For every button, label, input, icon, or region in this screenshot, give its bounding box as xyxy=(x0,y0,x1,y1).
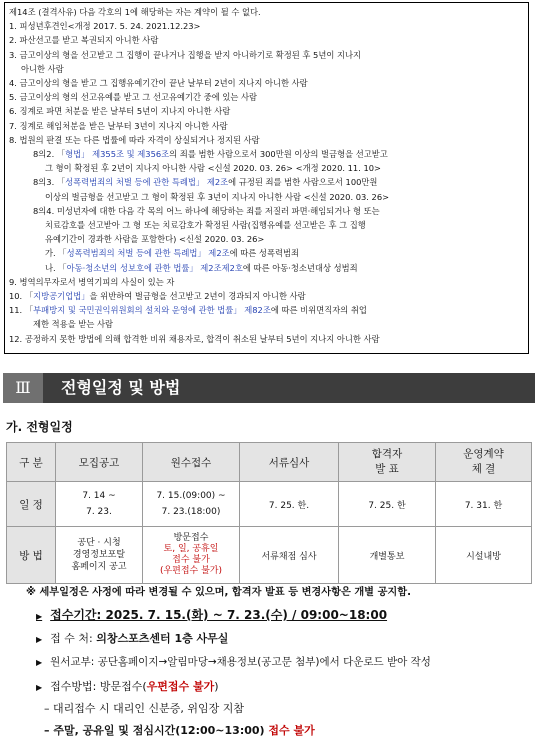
item-8-4-b xyxy=(9,261,524,275)
item-11 xyxy=(9,303,524,317)
triangle-bullet-icon: ▶ xyxy=(36,658,43,667)
item-8-4-a-prefix: 가. 「 xyxy=(45,248,67,259)
law-link-sexual-crime[interactable]: 성폭력범죄의 처벌 등에 관한 특례법」 제2조 xyxy=(65,177,229,188)
section-header xyxy=(3,373,535,403)
docs-text: 원서교부: 공단홈페이지→알림마당→채용정보(공고문 첨부)에서 다운로드 받아 작성 xyxy=(50,656,431,668)
subsection-title: 가. 전형일정 xyxy=(6,420,73,434)
law-link-youth-protection[interactable]: 아동·청소년의 성보호에 관한 법률」 제2조제2호 xyxy=(66,262,243,273)
item-8-3-cont: 이상의 벌금형을 선고받고 그 형이 확정된 후 3년이 지나지 아니한 사람 <신설 2020. 03. 26> xyxy=(45,191,390,202)
header-contract: 운영계약 체 결 xyxy=(436,443,532,482)
schedule-table xyxy=(6,442,532,584)
disqualification-box xyxy=(4,2,529,354)
triangle-bullet-icon: ▶ xyxy=(36,683,43,692)
header-notice: 모집공고 xyxy=(56,443,143,482)
method-restriction: 우편접수 불가 xyxy=(146,680,215,693)
item-12: 12. 공정하지 못한 방법에 의해 합격한 비위 채용자로, 합격이 취소된 날부터 5년이 지나지 아니한 사람 xyxy=(9,333,380,344)
item-3-cont: 아니한 사람 xyxy=(21,63,64,74)
item-4: 4. 금고이상의 형을 받고 그 집행유예기간이 끝난 날부터 2년이 지나지 아니한 사람 xyxy=(9,78,308,89)
table-row xyxy=(7,527,532,584)
header-announce: 합격자 발 표 xyxy=(339,443,436,482)
method-end: ) xyxy=(214,680,219,693)
triangle-bullet-icon: ▶ xyxy=(36,635,43,644)
item-9: 9. 병역의무자로서 병역기피의 사실이 있는 자 xyxy=(9,276,175,287)
table-row xyxy=(7,482,532,527)
header-receipt: 원수접수 xyxy=(143,443,240,482)
section-title: 전형일정 및 방법 xyxy=(61,378,181,397)
item-10 xyxy=(9,289,524,303)
triangle-bullet-icon: ▶ xyxy=(36,612,43,621)
bullet-method xyxy=(36,678,219,694)
law-link-anti-corruption[interactable]: 부패방지 및 국민권익위원회의 설치와 운영에 관한 법률」 제82조 xyxy=(33,305,271,316)
item-8-3 xyxy=(9,175,524,189)
place-label: 접 수 처: xyxy=(50,632,97,645)
bullet-place xyxy=(36,630,228,646)
item-5: 5. 금고이상의 형의 선고유예를 받고 그 선고유예기간 중에 있는 사람 xyxy=(9,92,258,103)
proxy-line: – 대리접수 시 대리인 신분증, 위임장 지참 xyxy=(44,702,244,715)
item-11-text: 에 따른 비위면직자의 취업 xyxy=(270,305,367,316)
item-8-2-prefix: 8의2. 「 xyxy=(33,149,66,160)
bullet-period xyxy=(36,606,387,623)
item-8-4-a xyxy=(9,246,524,260)
section-number: Ⅲ xyxy=(3,373,43,403)
table-header-row xyxy=(7,443,532,482)
item-8-3-text: 에 규정된 죄를 범한 사람으로서 100만원 xyxy=(228,177,378,188)
cell-review-date: 7. 25. 한. xyxy=(240,482,339,527)
item-7: 7. 징계로 해임처분을 받은 날부터 3년이 지나지 아니한 사람 xyxy=(9,120,228,131)
item-8-2-text: 의 죄를 범한 사람으로서 300만원 이상의 벌금형을 선고받고 xyxy=(169,149,388,160)
item-11-prefix: 11. 「 xyxy=(9,305,34,316)
cell-notice-method: 공단 · 시청 경영정보포탈 홈페이지 공고 xyxy=(56,527,143,584)
cell-receipt-date: 7. 15.(09:00) ~ 7. 23.(18:00) xyxy=(143,482,240,527)
receipt-method-restriction: 토, 일, 공휴일 접수 불가 (우편접수 불가) xyxy=(159,544,223,576)
item-8-4-a-text: 에 따른 성폭력범죄 xyxy=(229,248,300,259)
item-8-4-line3: 유예기간이 경과한 사람을 포함한다) <신설 2020. 03. 26> xyxy=(45,234,265,245)
law-link-local-enterprise[interactable]: 지방공기업법」 xyxy=(33,291,90,302)
header-review: 서류심사 xyxy=(240,443,339,482)
lunch-restriction: 접수 불가 xyxy=(268,724,315,737)
cell-review-method: 서류채점 심사 xyxy=(240,527,339,584)
item-8-4: 8의4. 미성년자에 대한 다음 각 목의 어느 하나에 해당하는 죄를 저질러 파면·해임되거나 형 또는 xyxy=(33,205,380,216)
law-link-criminal[interactable]: 형법」 제355조 및 제356조 xyxy=(65,149,170,160)
cell-notice-date: 7. 14 ~ 7. 23. xyxy=(56,482,143,527)
item-8: 8. 법원의 판결 또는 다른 법률에 따라 자격이 상실되거나 정지된 사람 xyxy=(9,134,260,145)
schedule-note: ※ 세부일정은 사정에 따라 변경될 수 있으며, 합격자 발표 등 변경사항은 개별 공지함. xyxy=(26,587,411,598)
period-text: 접수기간: 2025. 7. 15.(화) ~ 7. 23.(수) / 09:00~18:00 xyxy=(50,608,388,622)
item-8-4-b-prefix: 나. 「 xyxy=(45,262,67,273)
row-label-method: 방 법 xyxy=(7,527,56,584)
item-8-2-cont: 그 형이 확정된 후 2년이 지나지 아니한 사람 <신설 2020. 03. 26> <개정 2020. 11. 10> xyxy=(45,163,381,174)
item-8-4-line2: 치료감호를 선고받아 그 형 또는 치료감호가 확정된 사람(집행유예를 선고받은 후 그 집행 xyxy=(45,220,366,231)
cell-receipt-method xyxy=(143,527,240,584)
lunch-text: – 주말, 공유일 및 점심시간(12:00~13:00) xyxy=(44,724,269,737)
item-2: 2. 파산선고를 받고 복권되지 아니한 사람 xyxy=(9,35,159,46)
cell-announce-date: 7. 25. 한 xyxy=(339,482,436,527)
cell-contract-date: 7. 31. 한 xyxy=(436,482,532,527)
item-10-text: 을 위반하여 벌금형을 선고받고 2년이 경과되지 아니한 사람 xyxy=(89,291,306,302)
row-label-schedule: 일 정 xyxy=(7,482,56,527)
disqualification-heading: 제14조 (결격사유) 다음 각호의 1에 해당하는 자는 계약이 될 수 없다. xyxy=(9,7,261,17)
law-link-sexual-crime-2[interactable]: 성폭력범죄의 처벌 등에 관한 특례법」 제2조 xyxy=(66,248,230,259)
item-10-prefix: 10. 「 xyxy=(9,291,34,302)
bullet-docs xyxy=(36,654,431,669)
item-6: 6. 징계로 파면 처분을 받은 날부터 5년이 지나지 아니한 사람 xyxy=(9,106,231,117)
item-11-cont: 제한 적용을 받는 사람 xyxy=(33,319,114,330)
item-8-3-prefix: 8의3. 「 xyxy=(33,177,66,188)
item-8-2 xyxy=(9,147,524,161)
place-value: 의창스포츠센터 1층 사무실 xyxy=(96,632,229,645)
item-8-4-b-text: 에 따른 아동·청소년대상 성범죄 xyxy=(242,262,358,273)
method-label: 접수방법: 방문접수( xyxy=(50,680,147,693)
lunch-line xyxy=(44,722,315,738)
item-1: 1. 피성년후견인<개정 2017. 5. 24. 2021.12.23> xyxy=(9,21,201,32)
header-category: 구 분 xyxy=(7,443,56,482)
cell-announce-method: 개별통보 xyxy=(339,527,436,584)
receipt-method-title: 방문접수 xyxy=(173,533,209,543)
cell-contract-method: 시설내방 xyxy=(436,527,532,584)
item-3: 3. 금고이상의 형을 선고받고 그 집행이 끝나거나 집행을 받지 아니하기로 확정된 후 5년이 지나지 xyxy=(9,49,362,60)
